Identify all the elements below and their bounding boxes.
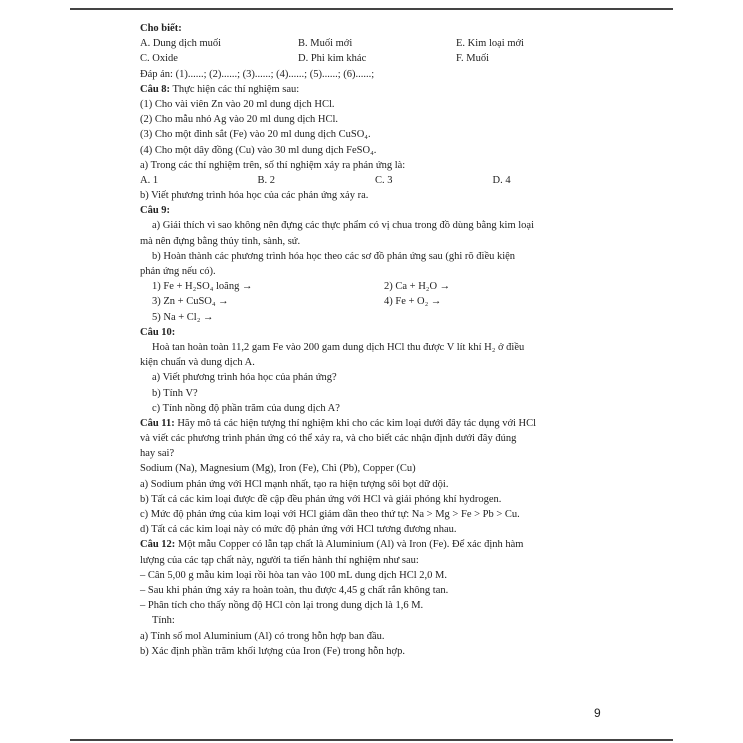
q12-text-1: Một mẫu Copper có lẫn tạp chất là Aluminium (Al) và Iron (Fe). Để xác định hàm [177, 539, 524, 551]
q11-part-c: c) Mức độ phản ứng của kim loại với HCl giảm dần theo thứ tự: Na > Mg > Fe > Pb > Cu. [140, 509, 520, 520]
q12-step-3: – Phân tích cho thấy nồng độ HCl còn lại trong dung dịch là 1,6 M. [140, 600, 424, 612]
q8-choice-b: B. 2 [257, 174, 276, 186]
q11-text-3: hay sai? [140, 448, 175, 460]
q10-text-1: Hoà tan hoàn toàn 11,2 gam Fe vào 200 gam dung dịch HCl thu được V lít khí H₂ ở điều [152, 341, 525, 353]
q12-text-2: lượng của các tạp chất này, người ta tiến hành thí nghiệm như sau: [140, 554, 419, 566]
given-opt-a: A. Dung dịch muối [140, 38, 222, 50]
q11-part-a: a) Sodium phản ứng với HCl mạnh nhất, tạo ra hiện tượng sôi bọt dữ dội. [140, 478, 449, 490]
q8-part-b: b) Viết phương trình hóa học của các phản ứng xảy ra. [140, 190, 369, 202]
q9-eq-1: 1) Fe + H₂SO₄ loãng → [152, 281, 253, 293]
q9-eq-row-1 [140, 279, 610, 294]
given-row-1 [140, 36, 610, 51]
q9-part-b-line-1: b) Hoàn thành các phương trình hóa học theo các sơ đồ phản ứng sau (ghi rõ điều kiện [152, 250, 516, 262]
q9-eq-2: 2) Ca + H₂O → [384, 281, 451, 293]
q10-part-b: b) Tính V? [152, 387, 198, 399]
q11-metals: Sodium (Na), Magnesium (Mg), Iron (Fe), Chì (Pb), Copper (Cu) [140, 463, 416, 475]
q8-choice-c: C. 3 [375, 174, 393, 186]
q10-part-a: a) Viết phương trình hóa học của phản ứng? [152, 372, 337, 384]
page-number: 9 [594, 706, 601, 720]
q9-eq-5: 5) Na + Cl₂ → [152, 311, 214, 323]
q12-step-2: – Sau khi phản ứng xảy ra hoàn toàn, thu được 4,45 g chất rắn không tan. [140, 584, 449, 596]
q12-step-1: – Cân 5,00 g mẫu kim loại rồi hòa tan vào 100 mL dung dịch HCl 2,0 M. [140, 569, 447, 581]
q8-title-line [140, 82, 610, 97]
q12-part-b: b) Xác định phần trăm khối lượng của Iron (Fe) trong hỗn hợp. [140, 645, 405, 657]
q9-eq-4: 4) Fe + O₂ → [384, 296, 442, 308]
q12-part-a: a) Tính số mol Aluminium (Al) có trong hỗn hợp ban đầu. [140, 630, 385, 642]
given-opt-e: E. Kim loại mới [456, 38, 524, 50]
q11-part-d: d) Tất cả các kim loại này có mức độ phản ứng với HCl tương đương nhau. [140, 524, 457, 536]
q9-part-a-line-1: a) Giải thích vì sao không nên đựng các thực phẩm có vị chua trong đồ dùng bằng kim loại [152, 220, 534, 232]
q8-exp-3: (3) Cho một đinh sắt (Fe) vào 20 ml dung dịch CuSO₄. [140, 129, 371, 141]
q8-exp-2: (2) Cho mẫu nhỏ Ag vào 20 ml dung dịch HCl. [140, 114, 339, 126]
given-opt-d: D. Phi kim khác [298, 53, 367, 65]
q10-text-2: kiện chuẩn và dung dịch A. [140, 357, 255, 369]
given-row-2 [140, 51, 610, 66]
page-content [140, 21, 610, 659]
top-rule [70, 8, 673, 10]
q11-text-1: Hãy mô tả các hiện tượng thí nghiệm khi cho các kim loại dưới đây tác dụng với HCl [177, 417, 537, 429]
q12-title-line [140, 537, 610, 552]
q9-eq-row-2 [140, 294, 610, 309]
bottom-rule [70, 739, 673, 741]
given-heading: Cho biết: [140, 23, 182, 34]
q8-exp-4: (4) Cho một dây đồng (Cu) vào 30 ml dung dịch FeSO₄. [140, 144, 377, 156]
q11-title-line [140, 416, 610, 431]
q8-title: Thực hiện các thí nghiệm sau: [172, 83, 300, 95]
q12-label: Câu 12: [140, 539, 176, 551]
given-answer: Đáp án: (1)......; (2)......; (3)......; (4)......; (5)......; (6)......; [140, 68, 375, 80]
q8-choices [140, 173, 610, 188]
q9-part-a-line-2: mà nên đựng bằng thủy tinh, sành, sứ. [140, 235, 301, 247]
q10-label: Câu 10: [140, 326, 176, 338]
q8-exp-1: (1) Cho vài viên Zn vào 20 ml dung dịch HCl. [140, 98, 335, 110]
given-opt-c: C. Oxide [140, 53, 178, 65]
q9-part-b-line-2: phản ứng nếu có). [140, 266, 216, 277]
q11-part-b: b) Tất cả các kim loại được đề cập đều phản ứng với HCl và giải phóng khí hydrogen. [140, 493, 502, 505]
q10-part-c: c) Tính nồng độ phần trăm của dung dịch A? [152, 402, 340, 414]
q8-label: Câu 8: [140, 83, 171, 95]
q12-tinh: Tính: [152, 615, 175, 627]
given-opt-f: F. Muối [456, 53, 490, 65]
q11-label: Câu 11: [140, 417, 175, 429]
q9-eq-3: 3) Zn + CuSO₄ → [152, 296, 229, 308]
q8-choice-a: A. 1 [140, 174, 159, 186]
q11-text-2: và viết các phương trình phản ứng có thể xảy ra, và cho biết các nhận định dưới đây đúng [140, 433, 517, 445]
q8-choice-d: D. 4 [492, 174, 511, 186]
q8-part-a: a) Trong các thí nghiệm trên, số thí nghiệm xảy ra phản ứng là: [140, 159, 406, 171]
q9-label: Câu 9: [140, 205, 171, 217]
given-opt-b: B. Muối mới [298, 38, 353, 50]
